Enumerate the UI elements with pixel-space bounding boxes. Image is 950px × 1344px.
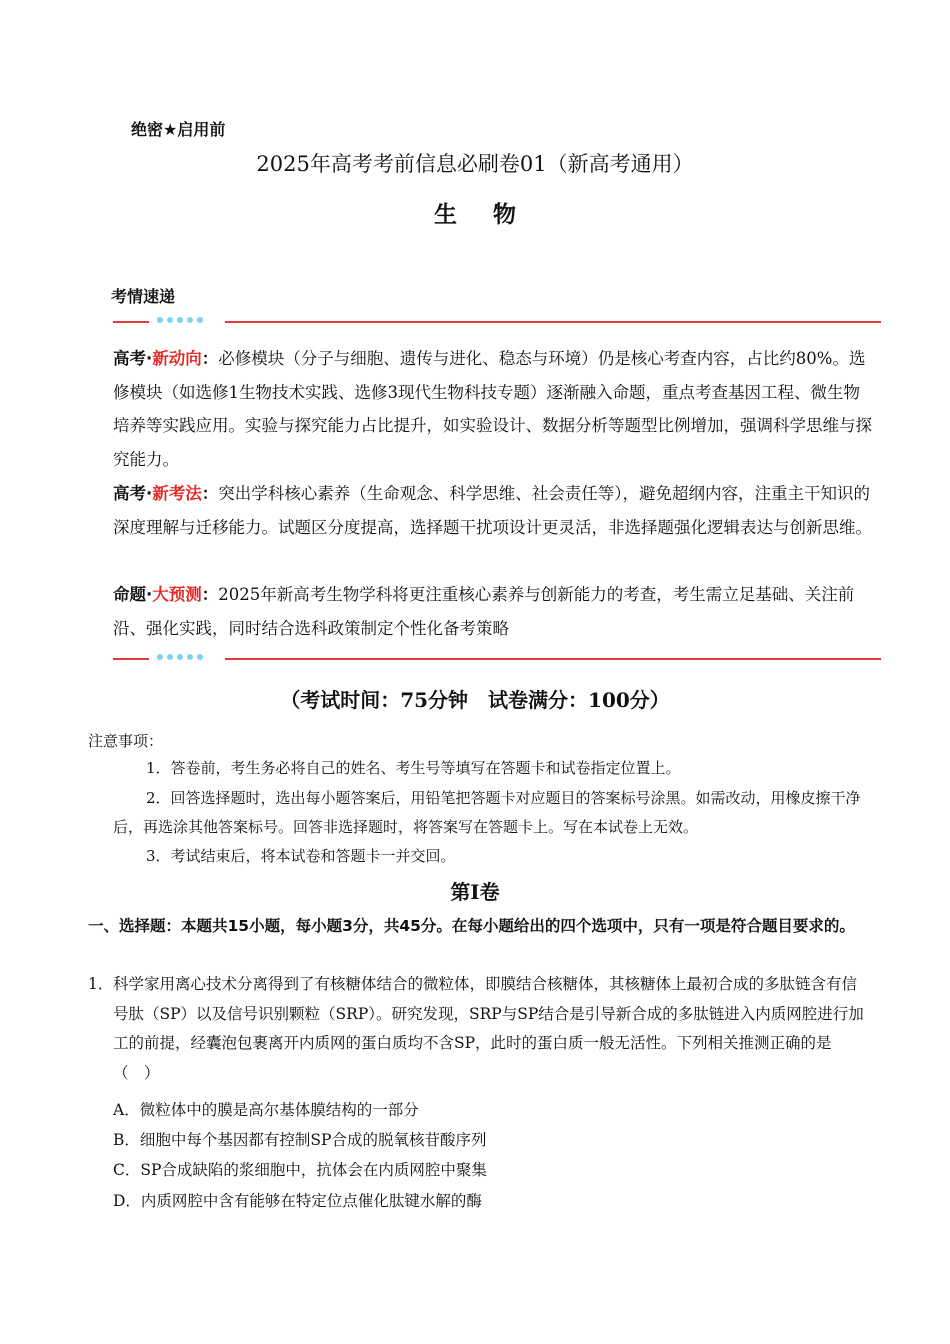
exam-time: （考试时间：75分钟 试卷满分：100分） (280, 688, 670, 712)
item-colon: ： (201, 484, 219, 503)
exam-info-item-trend (113, 342, 875, 476)
section-title-text: 一、选择题：本题共15小题，每小题3分，共45分。在每小题给出的四个选项中，只有一项是符合题目要求的。 (88, 917, 855, 935)
part-title: 第Ⅰ卷 (450, 880, 500, 904)
section-title (88, 912, 868, 941)
question-number: 1． (88, 975, 114, 993)
item-text: 必修模块（分子与细胞、遗传与进化、稳态与环境）仍是核心考查内容，占比约80%。选修模块（如选修1生物技术实践、选修3现代生物科技专题）逐渐融入命题，重点考查基因工程、微生物培养等实践应用。实验与探究能力占比提升，如实验设计、数据分析等题型比例增加，强调科学思维与探究能力。 (113, 349, 872, 469)
subject-title: 生 物 (433, 201, 530, 228)
question-stem: 科学家用离心技术分离得到了有核糖体结合的微粒体，即膜结合核糖体，其核糖体上最初合成的多肽链含有信号肽（SP）以及信号识别颗粒（SRP）。研究发现，SRP与SP结合是引导新合成的多肽链进入内质网腔进行加工的前提，经囊泡包裹离开内质网的蛋白质均不含SP，此时的蛋白质一般无活性。下列相关推测正确的是（ ） (113, 975, 864, 1082)
notes-heading: 注意事项： (88, 732, 164, 750)
note-item-3: 3．考试结束后，将本试卷和答题卡一并交回。 (146, 847, 456, 865)
exam-info-heading: 考情速递 (111, 287, 176, 306)
paper-title: 2025年高考考前信息必刷卷01（新高考通用） (256, 152, 694, 176)
item-colon: ： (201, 349, 219, 368)
item-colon: ： (201, 585, 219, 604)
item-prefix: 高考· (113, 349, 153, 368)
item-label: 新考法 (152, 484, 202, 503)
divider-top (113, 315, 881, 329)
item-prefix: 高考· (113, 484, 153, 503)
item-text: 突出学科核心素养（生命观念、科学思维、社会责任等），避免超纲内容，注重主干知识的深度理解与迁移能力。试题区分度提高，选择题干扰项设计更灵活，非选择题强化逻辑表达与创新思维。 (113, 484, 872, 537)
item-prefix: 命题· (113, 585, 153, 604)
note-item-2: 2．回答选择题时，选出每小题答案后，用铅笔把答题卡对应题目的答案标号涂黑。如需改动，用橡皮擦干净后，再选涂其他答案标号。回答非选择题时，将答案写在答题卡上。写在本试卷上无效。 (113, 789, 861, 836)
question-1 (88, 970, 868, 1088)
item-label: 大预测 (152, 585, 202, 604)
option-a[interactable]: A．微粒体中的膜是高尔基体膜结构的一部分 (113, 1101, 419, 1119)
divider-bottom (113, 652, 881, 666)
secret-label: 绝密★启用前 (131, 120, 226, 139)
item-label: 新动向 (152, 349, 202, 368)
option-b[interactable]: B．细胞中每个基因都有控制SP合成的脱氧核苷酸序列 (113, 1131, 487, 1149)
exam-info-item-forecast (113, 578, 875, 645)
exam-info-item-method (113, 477, 875, 544)
item-text: 2025年新高考生物学科将更注重核心素养与创新能力的考查，考生需立足基础、关注前沿、强化实践，同时结合选科政策制定个性化备考策略 (113, 585, 855, 638)
option-d[interactable]: D．内质网腔中含有能够在特定位点催化肽键水解的酶 (113, 1192, 482, 1210)
note-item-1: 1．答卷前，考生务必将自己的姓名、考生号等填写在答题卡和试卷指定位置上。 (146, 759, 681, 777)
option-c[interactable]: C．SP合成缺陷的浆细胞中，抗体会在内质网腔中聚集 (113, 1161, 487, 1179)
